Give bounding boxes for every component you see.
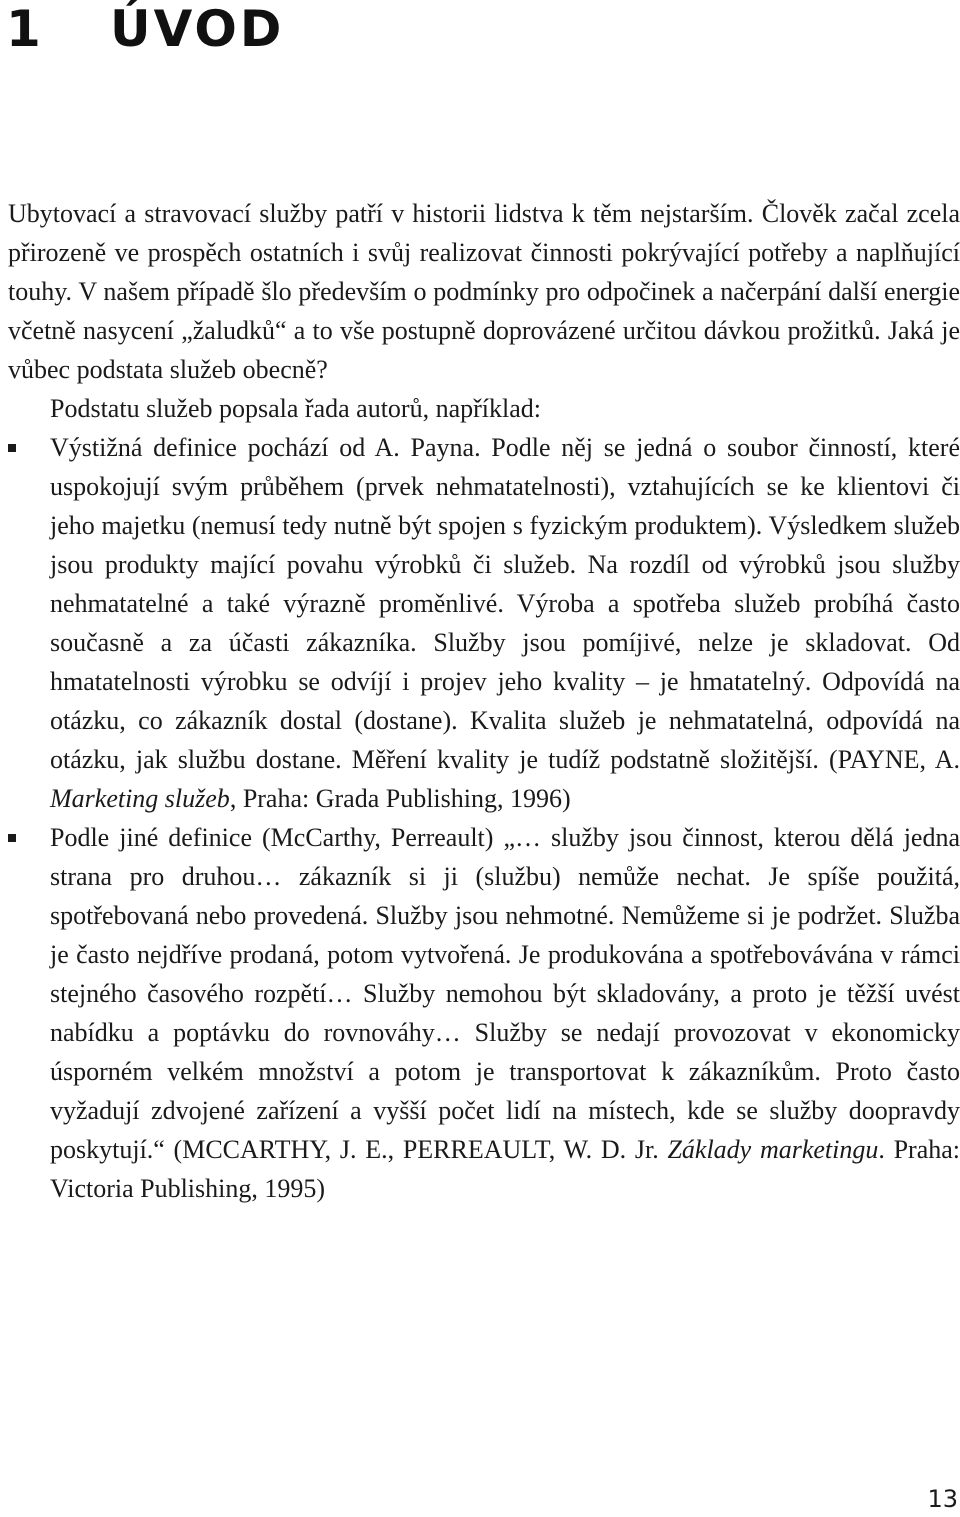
definition-text: Podle jiné definice (McCarthy, Perreault) „… služby jsou činnost, kterou dělá jedna strana pro druhou… zákazník si ji (službu) nemůže nechat. Je spíše použitá, spotřebovaná nebo provedená. Služby jsou nehmotné. Nemůžeme si je podržet. Služba je často nejdříve prodaná, potom vytvořená. Je produkována a spotřebovávána v rámci stejného časového rozpětí… Služby nemohou být skladovány, a proto je těžší uvést nabídku a poptávku do rovnováhy… Služby se nedají provozovat v ekonomicky úsporném velkém množství a potom je transportovat k zákazníkům. Proto často vyžadují zdvojené zařízení a vyšší počet lidí na místech, kde se služby doopravdy poskytují.“ (MCCARTHY, J. E., PERREAULT, W. D. Jr. (50, 823, 960, 1164)
citation-title: Marketing služeb (50, 784, 230, 813)
square-bullet-icon (8, 444, 16, 452)
definition-text: Výstižná definice pochází od A. Payna. Podle něj se jedná o soubor činností, které uspokojují svým průběhem (prvek nehmatatelnosti), vztahujících se ke klientovi či jeho majetku (nemusí tedy nutně být spojen s fyzickým produktem). Výsledkem služeb jsou produkty mající povahu výrobků či služeb. Na rozdíl od výrobků jsou služby nehmatatelné a také výrazně proměnlivé. Výroba a spotřeba služeb probíhá často současně a za účasti zákazníka. Služby jsou pomíjivé, nelze je skladovat. Od hmatatelnosti výrobku se odvíjí i projev jeho kvality – je hmatatelný. Odpovídá na otázku, co zákazník dostal (dostane). Kvalita služeb je nehmatatelná, odpovídá na otázku, jak službu dostane. Měření kvality je tudíž podstatně složitější. (PAYNE, A. (50, 433, 960, 774)
intro-paragraph: Ubytovací a stravovací služby patří v historii lidstva k těm nejstarším. Člověk začal zcela přirozeně ve prospěch ostatních i svůj realizovat činnosti pokrývající potřeby a naplňující touhy. V našem případě šlo především o podmínky pro odpočinek a načerpání další energie včetně nasycení „žaludků“ a to vše postupně doprovázené určitou dávkou prožitků. Jaká je vůbec podstata služeb obecně? (8, 199, 960, 384)
citation-publisher: , Praha: Grada Publishing, 1996) (229, 784, 571, 813)
chapter-title: ÚVOD (110, 0, 285, 58)
definition-item-mccarthy (8, 818, 960, 1208)
definition-item-payne (8, 428, 960, 818)
page-number: 13 (927, 1485, 958, 1513)
square-bullet-icon (8, 834, 16, 842)
chapter-body (8, 194, 960, 1208)
chapter-number: 1 (6, 0, 44, 58)
citation-title: Základy marketingu (667, 1135, 879, 1164)
definition-list (8, 428, 960, 1208)
chapter-heading (6, 0, 284, 58)
intro-lead: Podstatu služeb popsala řada autorů, například: (50, 394, 541, 423)
citation-publisher: . Praha: Victoria Publishing, 1995) (50, 1135, 960, 1203)
